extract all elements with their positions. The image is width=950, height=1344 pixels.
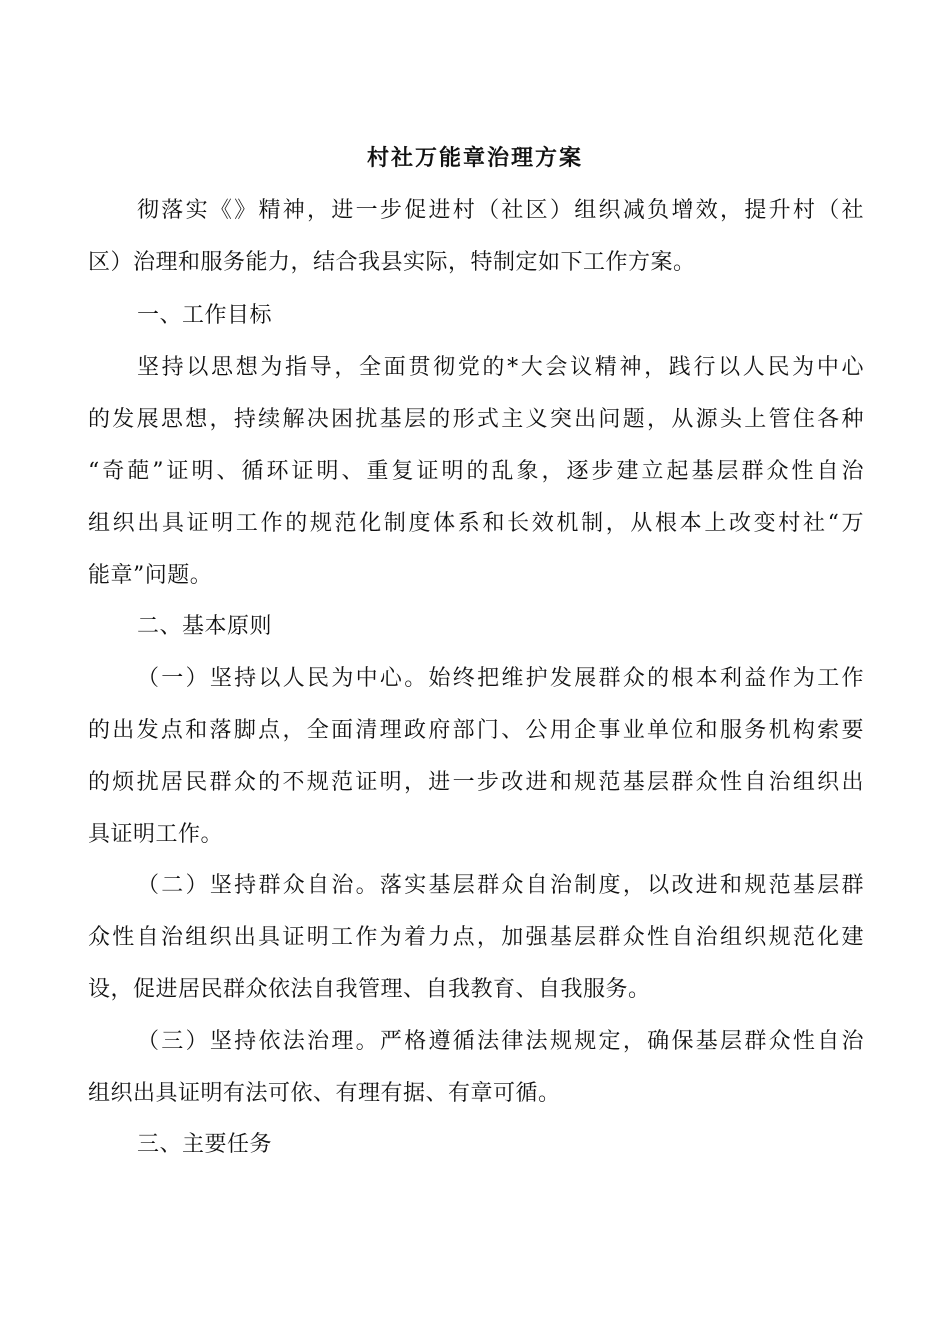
section-heading: 二、基本原则 (137, 614, 273, 639)
paragraph-line: 组织出具证明有法可依、有理有据、有章可循。 (88, 1081, 561, 1106)
paragraph-line: 具证明工作。 (88, 822, 224, 847)
section-heading: 一、工作目标 (137, 303, 273, 328)
paragraph-line: 彻落实《》精神，进一步促进村（社区）组织减负增效，提升村（社 (137, 198, 864, 223)
paragraph-line: 设，促进居民群众依法自我管理、自我教育、自我服务。 (88, 977, 651, 1002)
paragraph-line: （三）坚持依法治理。严格遵循法律法规规定，确保基层群众性自治 (137, 1029, 864, 1054)
paragraph-line: （一）坚持以人民为中心。始终把维护发展群众的根本利益作为工作 (137, 666, 864, 691)
paragraph-line: “奇葩”证明、循环证明、重复证明的乱象，逐步建立起基层群众性自治 (88, 459, 864, 484)
document-title: 村社万能章治理方案 (366, 145, 583, 171)
paragraph-line: 坚持以思想为指导，全面贯彻党的*大会议精神，践行以人民为中心 (137, 355, 864, 380)
paragraph-line: （二）坚持群众自治。落实基层群众自治制度，以改进和规范基层群 (137, 873, 864, 898)
paragraph-line: 的发展思想，持续解决困扰基层的形式主义突出问题，从源头上管住各种 (88, 407, 864, 432)
paragraph-line: 区）治理和服务能力，结合我县实际，特制定如下工作方案。 (88, 250, 696, 275)
paragraph-line: 能章”问题。 (88, 563, 213, 588)
paragraph-line: 的烦扰居民群众的不规范证明，进一步改进和规范基层群众性自治组织出 (88, 770, 864, 795)
paragraph-line: 的出发点和落脚点，全面清理政府部门、公用企事业单位和服务机构索要 (88, 718, 864, 743)
paragraph-line: 众性自治组织出具证明工作为着力点，加强基层群众性自治组织规范化建 (88, 925, 864, 950)
section-heading: 三、主要任务 (137, 1132, 273, 1157)
paragraph-line: 组织出具证明工作的规范化制度体系和长效机制，从根本上改变村社“万 (88, 511, 864, 536)
